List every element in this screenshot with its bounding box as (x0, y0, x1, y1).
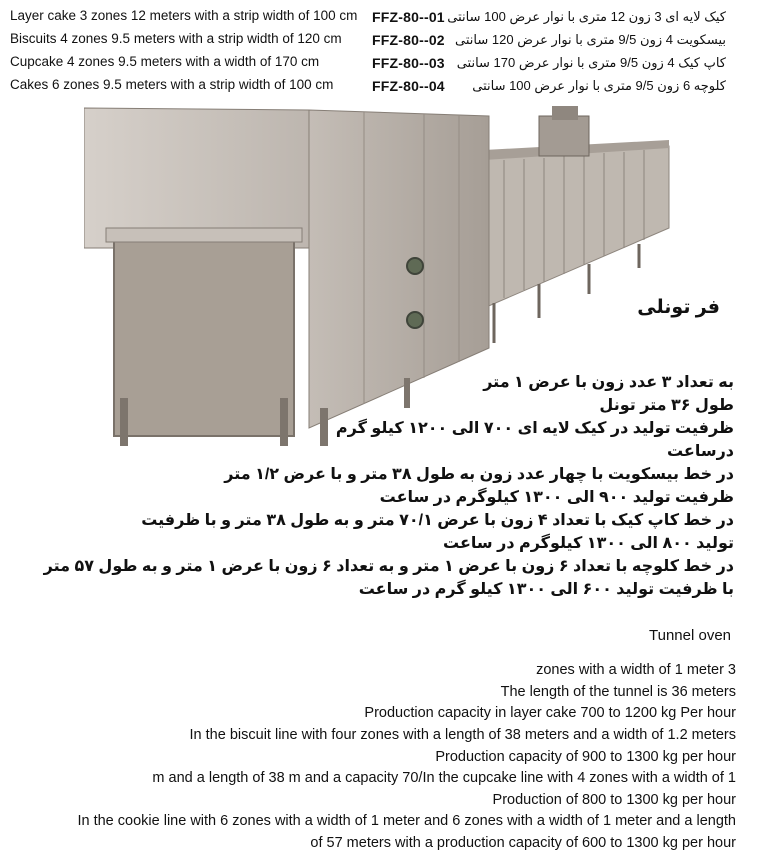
english-line-7: Production of 800 to 1300 kg per hour (492, 792, 736, 808)
persian-line-4: درساعت (666, 443, 734, 460)
persian-title: فر تونلی (637, 297, 720, 318)
spec-code-1: FFZ-80--01 (372, 9, 445, 25)
english-line-5: Production capacity of 900 to 1300 kg per hour (435, 749, 736, 765)
spec-en-1: Layer cake 3 zones 12 meters with a strip width of 100 cm (10, 8, 358, 23)
depositor-unit (539, 106, 589, 156)
spec-fa-4: کلوچه 6 زون 9/5 متری با نوار عرض 100 سانتی (472, 78, 726, 93)
english-line-2: The length of the tunnel is 36 meters (500, 684, 736, 700)
persian-line-6: ظرفیت تولید ۹۰۰ الی ۱۳۰۰ کیلوگرم در ساعت (379, 489, 734, 506)
english-title: Tunnel oven (649, 627, 732, 644)
spec-code-4: FFZ-80--04 (372, 78, 445, 94)
gauge-icon (407, 258, 423, 274)
english-line-1: zones with a width of 1 meter 3 (536, 662, 736, 678)
gauge-icon (407, 312, 423, 328)
persian-line-7: در خط کاپ کیک با تعداد ۴ زون با عرض ۷۰/۱ متر و به طول ۳۸ متر و با ظرفیت (141, 512, 734, 529)
persian-line-3: ظرفیت تولید در کیک لایه ای ۷۰۰ الی ۱۲۰۰ کیلو گرم (335, 420, 734, 437)
persian-line-5: در خط بیسکویت با چهار عدد زون به طول ۳۸ متر و با عرض ۱/۲ متر (224, 466, 734, 483)
persian-line-2: طول ۳۶ متر تونل (599, 397, 734, 414)
english-line-6: m and a length of 38 m and a capacity 70/In the cupcake line with 4 zones with a width of 1 (152, 770, 736, 786)
english-line-4: In the biscuit line with four zones with a length of 38 meters and a width of 1.2 meters (189, 727, 736, 743)
spec-code-3: FFZ-80--03 (372, 55, 445, 71)
persian-line-9: در خط کلوچه با تعداد ۶ زون با عرض ۱ متر و به تعداد ۶ زون با عرض ۱ متر و به طول ۵۷ متر (43, 558, 734, 575)
oven-top-hood (84, 108, 309, 248)
spec-en-2: Biscuits 4 zones 9.5 meters with a strip width of 120 cm (10, 31, 342, 46)
persian-line-10: با ظرفیت تولید ۶۰۰ الی ۱۳۰۰ کیلو گرم در ساعت (358, 581, 734, 598)
oven-side-panel (309, 110, 489, 428)
persian-line-8: تولید ۸۰۰ الی ۱۳۰۰ کیلوگرم در ساعت (443, 535, 734, 552)
oven-front-panel (114, 236, 294, 436)
english-line-8: In the cookie line with 6 zones with a width of 1 meter and 6 zones with a width of 1 meter and a length (77, 813, 736, 829)
english-line-3: Production capacity in layer cake 700 to 1200 kg Per hour (364, 705, 736, 721)
tunnel-oven-image (84, 98, 684, 448)
spec-code-2: FFZ-80--02 (372, 32, 445, 48)
persian-line-1: به تعداد ۳ عدد زون با عرض ۱ متر (483, 374, 734, 391)
spec-en-3: Cupcake 4 zones 9.5 meters with a width of 170 cm (10, 54, 320, 69)
english-line-9: of 57 meters with a production capacity of 600 to 1300 kg per hour (310, 835, 736, 851)
spec-en-4: Cakes 6 zones 9.5 meters with a strip width of 100 cm (10, 77, 334, 92)
spec-fa-1: کیک لایه ای 3 زون 12 متری با نوار عرض 100 سانتی (447, 9, 726, 24)
spec-fa-2: بیسکویت 4 زون 9/5 متری با نوار عرض 120 سانتی (455, 32, 726, 47)
spec-fa-3: کاپ کیک 4 زون 9/5 متری با نوار عرض 170 سانتی (456, 55, 726, 70)
